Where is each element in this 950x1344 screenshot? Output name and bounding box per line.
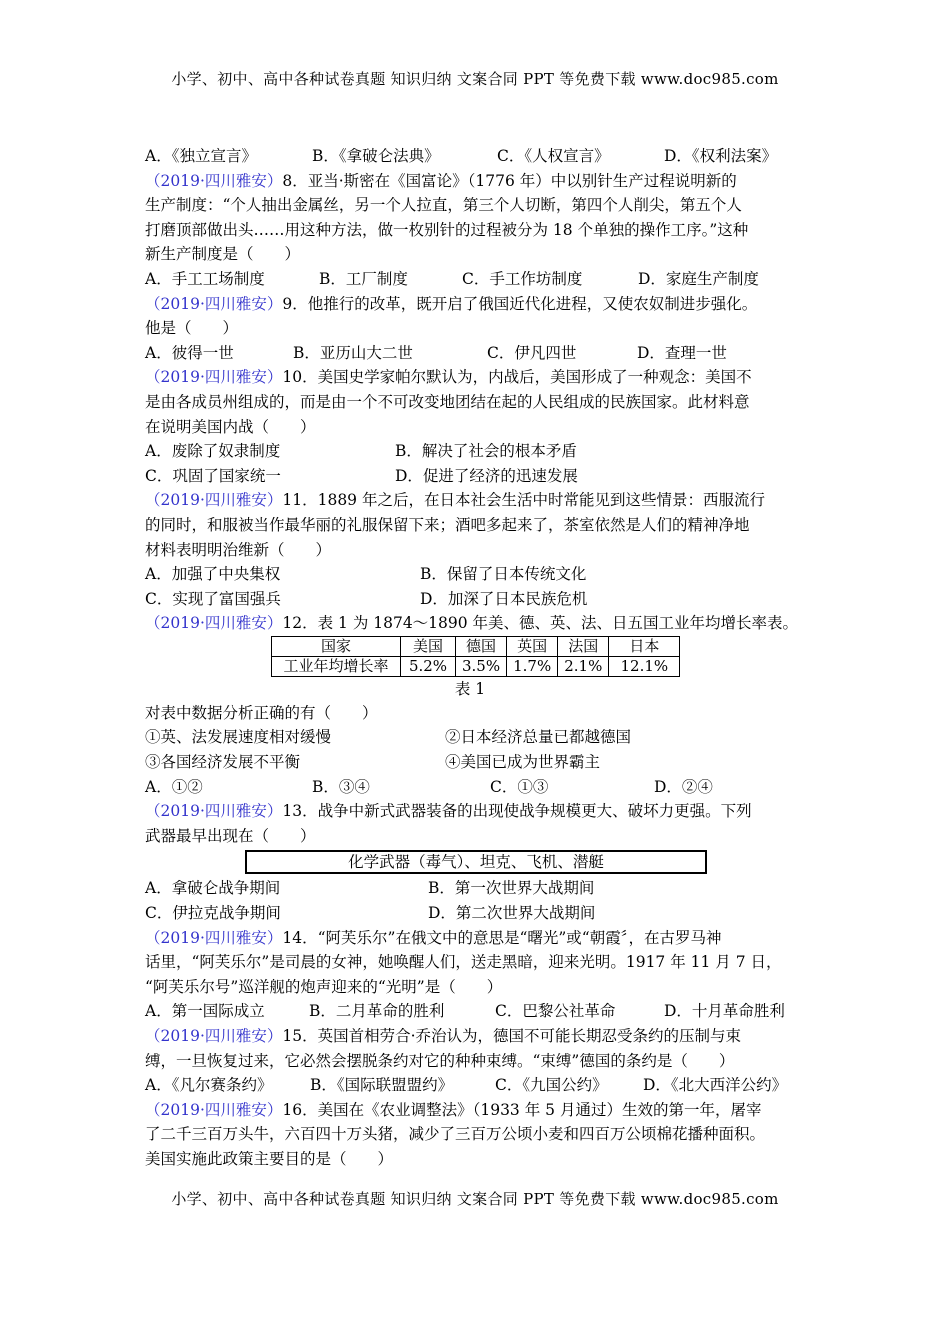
q10-option-a: A．废除了奴隶制度: [145, 442, 281, 461]
page-footer: 小学、初中、高中各种试卷真题 知识归纳 文案合同 PPT 等免费下载 www.doc985.com: [171, 1190, 779, 1208]
table-cell: 2.1%: [558, 656, 609, 676]
q14-option-b: B．二月革命的胜利: [309, 1002, 445, 1021]
table-header-row: [272, 636, 680, 656]
q15-line-2: 缚，一旦恢复过来，它必然会摆脱条约对它的种种束缚。“束缚”德国的条约是（ ）: [145, 1051, 735, 1070]
q10-line-2: 是由各成员州组成的，而是由一个不可改变地团结在起的人民组成的民族国家。此材料意: [145, 392, 750, 411]
q11-option-c: C．实现了富国强兵: [145, 589, 281, 608]
q9-option-b: B．亚历山大二世: [293, 343, 413, 362]
q13-options-row-2: [145, 901, 813, 926]
table-cell: 12.1%: [609, 656, 680, 676]
q9-option-a: A．彼得一世: [145, 343, 234, 362]
q9-option-c: C．伊凡四世: [487, 343, 577, 362]
q16-line-2: 了二千三百万头牛，六百四十万头猪，减少了三百万公顷小麦和四百万公顷棉花播种面积。: [145, 1125, 766, 1144]
q14-option-a: A．第一国际成立: [145, 1002, 265, 1021]
q14-option-c: C．巴黎公社革命: [495, 1002, 616, 1021]
q8-option-a: A．手工工场制度: [145, 269, 265, 288]
table-cell: 德国: [456, 636, 507, 656]
q8-line-4: 新生产制度是（ ）: [145, 245, 301, 264]
q8-line-1: （2019·四川雅安）8．亚当·斯密在《国富论》（1776 年）中以别针生产过程说明新的: [145, 171, 737, 190]
table-cell: 日本: [609, 636, 680, 656]
q12-line-1: （2019·四川雅安）12．表 1 为 1874～1890 年美、德、英、法、日五国工业年均增长率表。: [145, 614, 799, 633]
q14-options: [145, 999, 813, 1024]
q10-line-1: （2019·四川雅安）10．美国史学家帕尔默认为，内战后，美国形成了一种观念：美国不: [145, 368, 752, 387]
growth-rate-table: [271, 636, 680, 677]
q12-options: [145, 775, 813, 800]
q7-options: [145, 144, 813, 169]
q13-option-b: B．第一次世界大战期间: [428, 879, 595, 898]
table-cell: 法国: [558, 636, 609, 656]
q8-line-3: 打磨顶部做出头……用这种方法，做一枚别针的过程被分为 18 个单独的操作工序。”这种: [145, 220, 749, 239]
q8-option-c: C．手工作坊制度: [462, 269, 583, 288]
source-tag: （2019·四川雅安）: [145, 802, 283, 821]
q14-line-1: （2019·四川雅安）14．“阿芙乐尔”在俄文中的意思是“曙光”或“朝霞〞，在古罗马神: [145, 928, 722, 947]
q11-option-d: D．加深了日本民族危机: [420, 589, 588, 608]
table-caption: 表 1: [454, 679, 486, 698]
q13-option-c: C．伊拉克战争期间: [145, 904, 281, 923]
q12-statement-4: ④美国已成为世界霸主: [445, 753, 601, 772]
table-cell: 1.7%: [507, 656, 558, 676]
q7-option-a: A．《独立宣言》: [145, 147, 257, 165]
q8-options: [145, 267, 813, 292]
source-tag: （2019·四川雅安）: [145, 928, 283, 947]
table-cell: 国家: [272, 636, 401, 656]
q7-option-d: D．《权利法案》: [664, 147, 778, 165]
q11-option-b: B．保留了日本传统文化: [420, 565, 587, 584]
q9-options: [145, 341, 813, 366]
q15-option-a: A．《凡尔赛条约》: [145, 1076, 273, 1095]
q9-line-1: （2019·四川雅安）9．他推行的改革，既开启了俄国近代化进程，又使农奴制进步强化。: [145, 294, 758, 313]
source-tag: （2019·四川雅安）: [145, 368, 283, 387]
table-cell: 工业年均增长率: [272, 656, 401, 676]
source-tag: （2019·四川雅安）: [145, 1100, 283, 1119]
q16-line-1: （2019·四川雅安）16．美国在《农业调整法》（1933 年 5 月通过）生效的第一年，屠宰: [145, 1100, 762, 1119]
q16-line-3: 美国实施此政策主要目的是（ ）: [145, 1149, 394, 1168]
q10-options-row-2: [145, 464, 813, 489]
q15-line-1: （2019·四川雅安）15．英国首相劳合·乔治认为，德国不可能长期忍受条约的压制与束: [145, 1027, 742, 1045]
table-cell: 3.5%: [456, 656, 507, 676]
q11-line-1: （2019·四川雅安）11．1889 年之后，在日本社会生活中时常能见到这些情景：西服流行: [145, 491, 765, 510]
q10-options-row-1: [145, 439, 813, 464]
source-tag: （2019·四川雅安）: [145, 614, 283, 633]
weapons-box: 化学武器（毒气）、坦克、飞机、潜艇: [245, 850, 707, 874]
q8-option-d: D．家庭生产制度: [638, 269, 759, 288]
source-tag: （2019·四川雅安）: [145, 294, 283, 313]
table-cell: 英国: [507, 636, 558, 656]
q13-option-a: A．拿破仑战争期间: [145, 879, 281, 898]
page-header: 小学、初中、高中各种试卷真题 知识归纳 文案合同 PPT 等免费下载 www.doc985.com: [171, 70, 779, 88]
table-row: [272, 656, 680, 676]
q11-options-row-1: [145, 562, 813, 587]
q12-option-b: B．③④: [312, 777, 370, 796]
q12-option-c: C．①③: [490, 777, 549, 796]
q12-statement-2: ②日本经济总量已都越德国: [445, 728, 632, 747]
q13-option-d: D．第二次世界大战期间: [428, 904, 596, 923]
table-cell: 5.2%: [401, 656, 456, 676]
q12-statement-1: ①英、法发展速度相对缓慢: [145, 728, 332, 747]
q10-line-3: 在说明美国内战（ ）: [145, 417, 316, 436]
q11-options-row-2: [145, 587, 813, 612]
q11-line-2: 的同时，和服被当作最华丽的礼服保留下来；酒吧多起来了，茶室依然是人们的精神净地: [145, 515, 750, 534]
table-cell: 美国: [401, 636, 456, 656]
q13-options-row-1: [145, 876, 813, 901]
q14-line-3: “阿芙乐尔号”巡洋舰的炮声迎来的“光明”是（ ）: [145, 977, 503, 996]
q12-option-a: A．①②: [145, 777, 203, 796]
source-tag: （2019·四川雅安）: [145, 491, 283, 510]
q9-option-d: D．查理一世: [637, 343, 727, 362]
exam-content: [145, 144, 813, 1172]
q9-line-2: 他是（ ）: [145, 319, 239, 338]
q11-option-a: A．加强了中央集权: [145, 565, 281, 584]
q14-option-d: D．十月革命胜利: [664, 1002, 785, 1021]
q15-options: [145, 1073, 813, 1098]
q15-option-b: B．《国际联盟盟约》: [310, 1076, 454, 1095]
q8-option-b: B．工厂制度: [319, 269, 408, 288]
q12-stem: 对表中数据分析正确的有（ ）: [145, 703, 378, 722]
q10-option-c: C．巩固了国家统一: [145, 466, 281, 485]
q11-line-3: 材料表明明治维新（ ）: [145, 540, 332, 559]
q13-line-1: （2019·四川雅安）13．战争中新式武器装备的出现使战争规模更大、破坏力更强。下列: [145, 802, 752, 821]
source-tag: （2019·四川雅安）: [145, 1027, 283, 1045]
q15-option-c: C．《九国公约》: [495, 1076, 608, 1095]
q8-line-2: 生产制度：“个人抽出金属丝，另一个人拉直，第三个人切断，第四个人削尖，第五个人: [145, 196, 742, 215]
q12-statements-row-1: [145, 725, 813, 750]
q13-line-2: 武器最早出现在（ ）: [145, 826, 316, 845]
q12-statements-row-2: [145, 750, 813, 775]
q12-statement-3: ③各国经济发展不平衡: [145, 753, 301, 772]
q7-option-c: C．《人权宣言》: [497, 147, 610, 165]
q14-line-2: 话里，“阿芙乐尔”是司晨的女神，她唤醒人们，送走黑暗，迎来光明。1917 年 11 月 7 日，: [145, 953, 782, 972]
q10-option-b: B．解决了社会的根本矛盾: [395, 442, 577, 461]
q12-option-d: D．②④: [654, 777, 713, 796]
q15-option-d: D．《北大西洋公约》: [643, 1076, 788, 1095]
q10-option-d: D．促进了经济的迅速发展: [395, 466, 578, 485]
q7-option-b: B．《拿破仑法典》: [312, 147, 440, 165]
source-tag: （2019·四川雅安）: [145, 171, 283, 190]
